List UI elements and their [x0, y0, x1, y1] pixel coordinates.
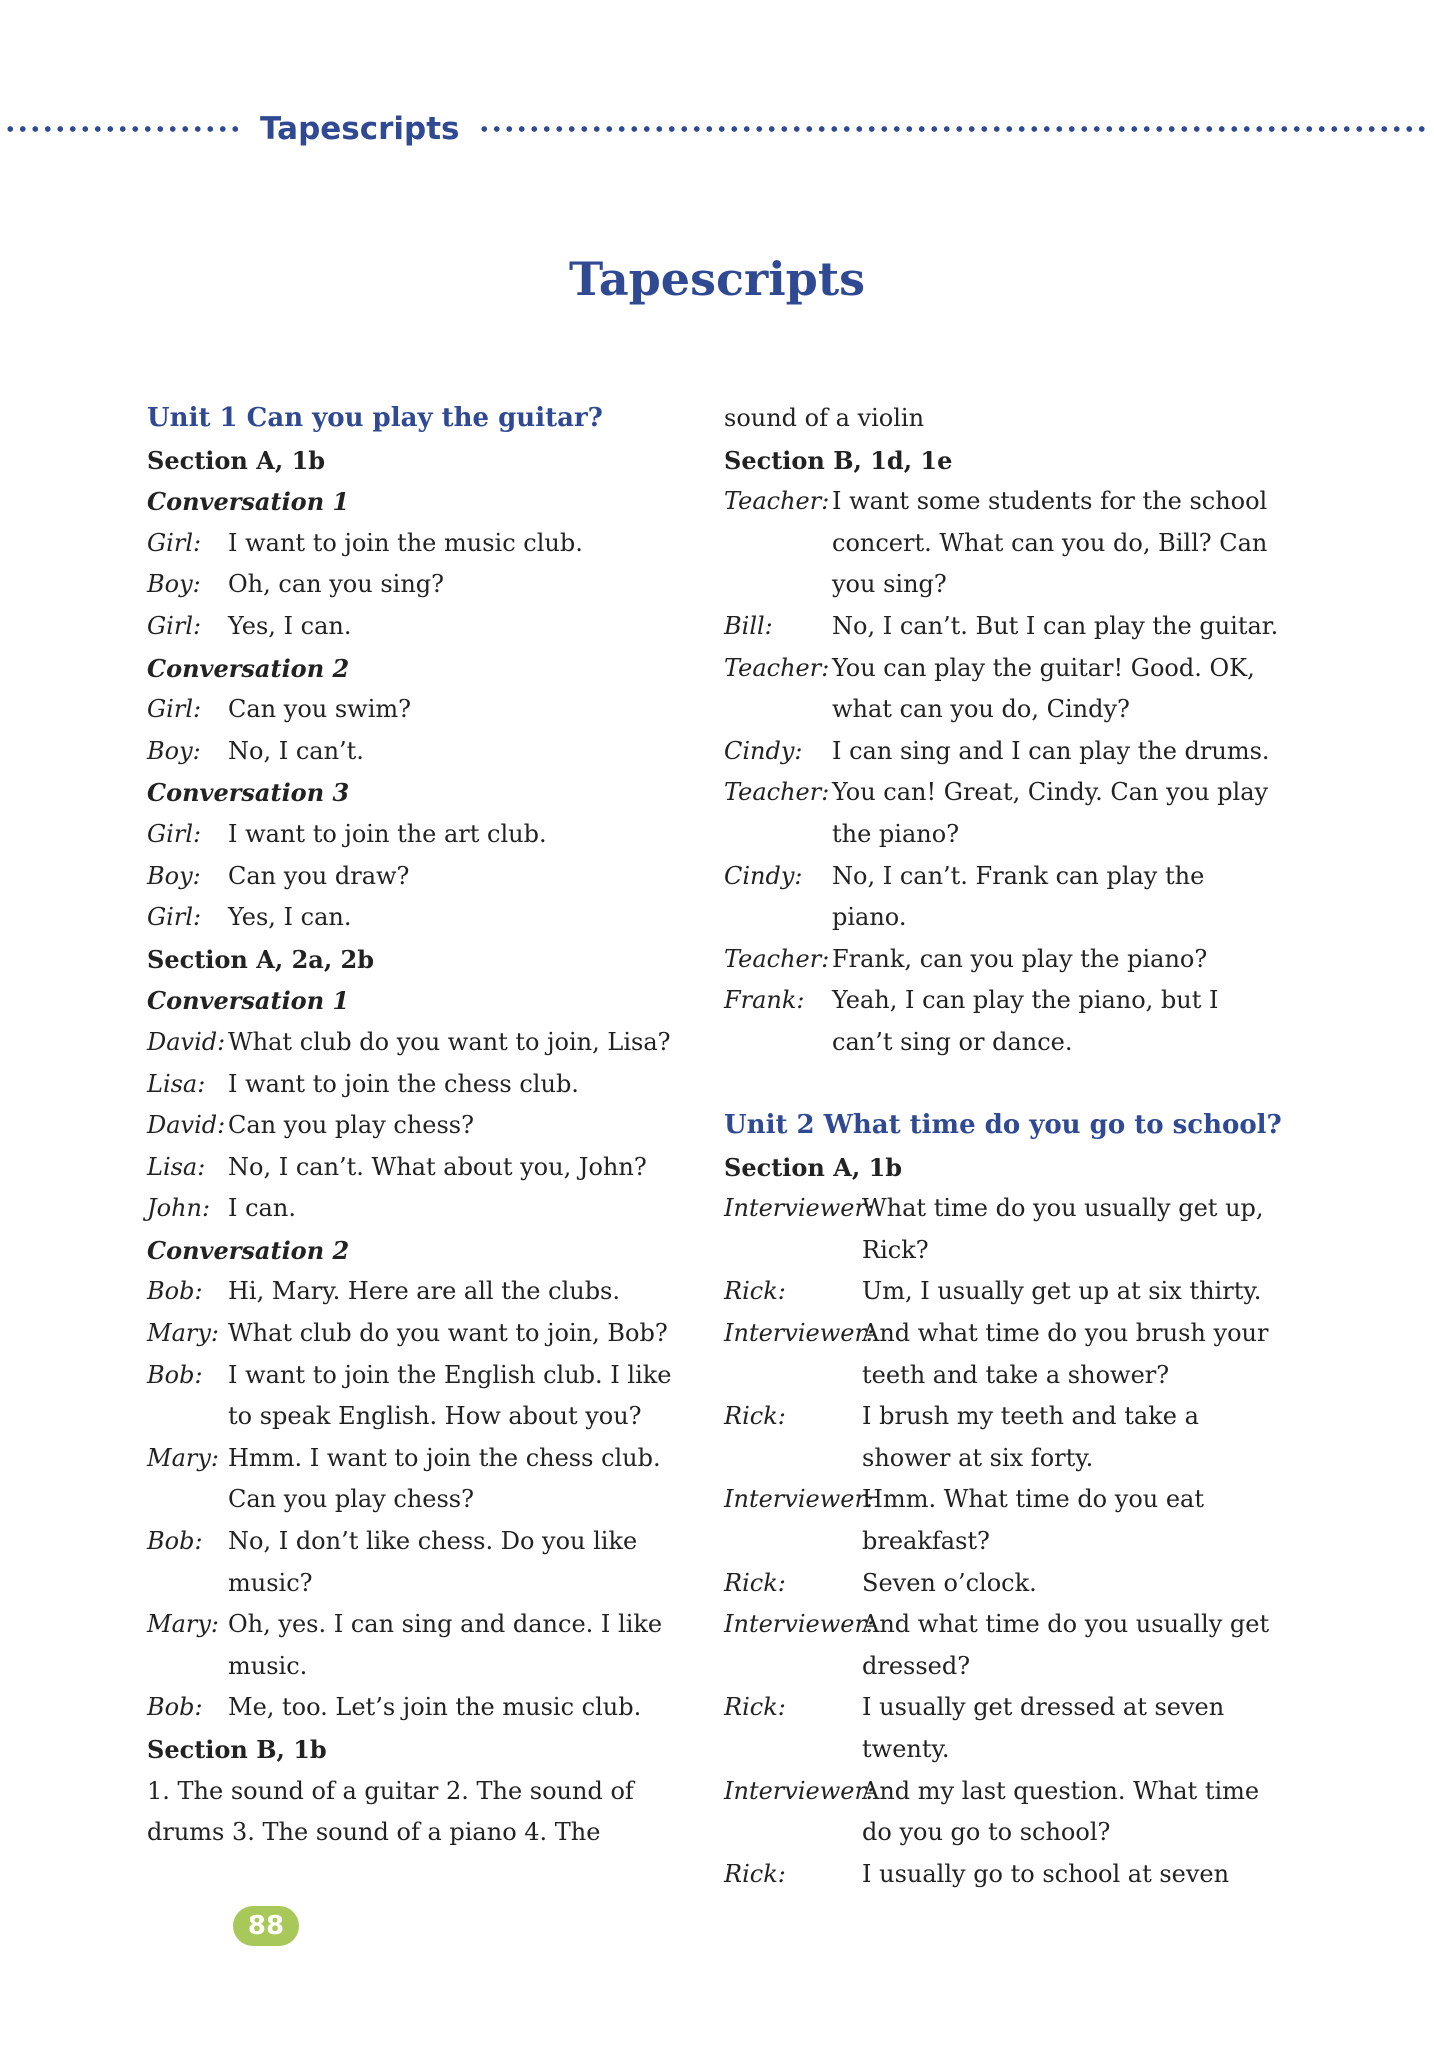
utterance: Yeah, I can play the piano, but I can’t sing or dance. — [832, 986, 1219, 1056]
speaker: Rick: — [724, 1568, 786, 1597]
speaker: Girl: — [147, 903, 202, 932]
dialogue-line — [724, 1563, 1284, 1605]
speaker: Cindy: — [724, 861, 803, 890]
speaker: Girl: — [147, 611, 202, 640]
speaker: Teacher: — [724, 487, 830, 516]
speaker: Interviewer: — [724, 1776, 874, 1805]
dialogue-line — [724, 939, 1284, 981]
dialogue-line — [147, 897, 687, 939]
dialogue-block — [147, 523, 687, 648]
utterance: No, I can’t. — [228, 736, 364, 765]
continued-text: sound of a violin — [724, 404, 925, 432]
speaker: Bob: — [147, 1527, 203, 1556]
dialogue-line — [724, 648, 1284, 731]
dialogue-line — [147, 689, 687, 731]
speaker: Boy: — [147, 570, 201, 599]
dialogue-line — [724, 1771, 1284, 1854]
dialogue-line — [724, 980, 1284, 1063]
dialogue-block — [147, 1271, 687, 1729]
speaker: Teacher: — [724, 944, 830, 973]
speaker: David: — [147, 1027, 226, 1056]
section-heading: Section A, 1b — [147, 445, 326, 475]
utterance: Oh, yes. I can sing and dance. I like music. — [228, 1610, 663, 1680]
speaker: Teacher: — [724, 653, 830, 682]
utterance: I want to join the art club. — [228, 819, 547, 848]
dialogue-line — [724, 606, 1284, 648]
dialogue-line — [147, 1313, 687, 1355]
speaker: Rick: — [724, 1402, 786, 1431]
dialogue-line — [147, 1188, 687, 1230]
dialogue-line — [724, 856, 1284, 939]
dialogue-block — [724, 1188, 1284, 1895]
running-header-label: Tapescripts — [260, 111, 460, 147]
speaker: John: — [147, 1194, 211, 1223]
utterance: No, I can’t. Frank can play the piano. — [832, 861, 1205, 932]
utterance: I brush my teeth and take a shower at six forty. — [862, 1402, 1199, 1472]
dialogue-block — [147, 814, 687, 939]
speaker: Bob: — [147, 1277, 203, 1306]
speaker: Bob: — [147, 1693, 203, 1722]
utterance: What club do you want to join, Bob? — [228, 1319, 668, 1348]
left-column — [147, 398, 687, 1854]
section-heading: Section B, 1d, 1e — [724, 445, 953, 475]
dialogue-line — [147, 814, 687, 856]
dialogue-line — [147, 1604, 687, 1687]
dialogue-line — [724, 1271, 1284, 1313]
page-number: 88 — [233, 1906, 299, 1946]
dialogue-line — [147, 1271, 687, 1313]
utterance: And what time do you brush your teeth and take a shower? — [862, 1319, 1269, 1389]
dialogue-block — [147, 1022, 687, 1230]
utterance: I want to join the English club. I like to speak English. How about you? — [228, 1360, 672, 1431]
unit-heading: Unit 1 Can you play the guitar? — [147, 403, 603, 433]
speaker: Interviewer: — [724, 1485, 874, 1514]
speaker: Bill: — [724, 611, 773, 640]
utterance: I can sing and I can play the drums. — [832, 736, 1270, 765]
speaker: Girl: — [147, 819, 202, 848]
dialogue-line — [147, 1355, 687, 1438]
dialogue-line — [724, 1479, 1284, 1562]
dialogue-line — [724, 1687, 1284, 1770]
dialogue-line — [724, 731, 1284, 773]
speaker: Interviewer: — [724, 1319, 874, 1348]
speaker: Mary: — [147, 1610, 219, 1639]
dialogue-line — [147, 1521, 687, 1604]
speaker: David: — [147, 1111, 226, 1140]
dialogue-line — [724, 1604, 1284, 1687]
utterance: Um, I usually get up at six thirty. — [862, 1277, 1262, 1306]
dialogue-line — [724, 1313, 1284, 1396]
speaker: Rick: — [724, 1277, 786, 1306]
section-heading: Section B, 1b — [147, 1735, 327, 1764]
dialogue-line — [147, 564, 687, 606]
speaker: Mary: — [147, 1443, 219, 1472]
utterance: I usually go to school at seven — [862, 1859, 1230, 1888]
section-heading: Section A, 1b — [724, 1152, 903, 1182]
speaker: Lisa: — [147, 1069, 206, 1098]
dialogue-line — [147, 1064, 687, 1106]
header-dots-left — [4, 126, 244, 132]
utterance: I want to join the chess club. — [228, 1069, 579, 1098]
utterance: What time do you usually get up, Rick? — [862, 1194, 1264, 1264]
conversation-heading: Conversation 2 — [147, 1235, 350, 1265]
section-heading: Section A, 2a, 2b — [147, 944, 375, 974]
utterance: Oh, can you sing? — [228, 570, 444, 599]
utterance: Can you draw? — [228, 861, 410, 890]
utterance: Me, too. Let’s join the music club. — [228, 1693, 642, 1722]
dialogue-line — [147, 1687, 687, 1729]
dialogue-block — [147, 689, 687, 772]
speaker: Bob: — [147, 1360, 203, 1389]
dialogue-line — [147, 523, 687, 565]
speaker: Lisa: — [147, 1152, 206, 1181]
speaker: Mary: — [147, 1319, 219, 1348]
dialogue-line — [147, 1105, 687, 1147]
speaker: Interviewer: — [724, 1194, 874, 1223]
speaker: Girl: — [147, 528, 202, 557]
utterance: I usually get dressed at seven twenty. — [862, 1693, 1225, 1763]
utterance: No, I can’t. But I can play the guitar. — [832, 611, 1279, 640]
dialogue-line — [724, 772, 1284, 855]
utterance: Seven o’clock. — [862, 1568, 1037, 1597]
utterance: Yes, I can. — [228, 611, 352, 640]
utterance: What club do you want to join, Lisa? — [228, 1027, 671, 1056]
header-dots-right — [478, 126, 1431, 132]
speaker: Rick: — [724, 1693, 786, 1722]
dialogue-line — [147, 731, 687, 773]
utterance: Hmm. I want to join the chess club. Can you play chess? — [228, 1443, 661, 1514]
dialogue-line — [147, 1147, 687, 1189]
utterance: Hi, Mary. Here are all the clubs. — [228, 1277, 621, 1306]
dialogue-line — [724, 1188, 1284, 1271]
dialogue-line — [724, 1854, 1284, 1896]
dialogue-line — [147, 1438, 687, 1521]
dialogue-line — [724, 1396, 1284, 1479]
utterance: Hmm. What time do you eat breakfast? — [862, 1485, 1205, 1556]
utterance: Can you play chess? — [228, 1111, 474, 1140]
utterance: Frank, can you play the piano? — [832, 944, 1208, 973]
speaker: Boy: — [147, 736, 201, 765]
conversation-heading: Conversation 2 — [147, 653, 350, 683]
dialogue-line — [724, 481, 1284, 606]
dialogue-line — [147, 1022, 687, 1064]
dialogue-block — [724, 481, 1284, 1063]
conversation-heading: Conversation 1 — [147, 487, 350, 517]
utterance: And what time do you usually get dressed? — [862, 1610, 1270, 1680]
utterance: I want some students for the school concert. What can you do, Bill? Can you sing? — [832, 487, 1268, 599]
sound-list: 1. The sound of a guitar 2. The sound of drums 3. The sound of a piano 4. The — [147, 1776, 634, 1847]
utterance: Yes, I can. — [228, 903, 352, 932]
speaker: Interviewer: — [724, 1610, 874, 1639]
speaker: Frank: — [724, 986, 805, 1015]
unit-heading: Unit 2 What time do you go to school? — [724, 1110, 1282, 1141]
utterance: No, I don’t like chess. Do you like music? — [228, 1527, 638, 1597]
utterance: Can you swim? — [228, 695, 412, 724]
utterance: You can play the guitar! Good. OK, what can you do, Cindy? — [832, 653, 1255, 724]
utterance: I can. — [228, 1194, 296, 1223]
utterance: I want to join the music club. — [228, 528, 583, 557]
running-header — [0, 106, 1434, 152]
speaker: Girl: — [147, 695, 202, 724]
speaker: Teacher: — [724, 778, 830, 807]
speaker: Boy: — [147, 861, 201, 890]
dialogue-line — [147, 606, 687, 648]
utterance: You can! Great, Cindy. Can you play the piano? — [832, 778, 1269, 848]
speaker: Cindy: — [724, 736, 803, 765]
conversation-heading: Conversation 1 — [147, 986, 350, 1016]
conversation-heading: Conversation 3 — [147, 778, 350, 808]
utterance: No, I can’t. What about you, John? — [228, 1152, 647, 1181]
speaker: Rick: — [724, 1859, 786, 1888]
page-title: Tapescripts — [569, 252, 865, 306]
utterance: And my last question. What time do you go to school? — [862, 1776, 1260, 1847]
right-column — [724, 398, 1284, 1895]
dialogue-line — [147, 856, 687, 898]
